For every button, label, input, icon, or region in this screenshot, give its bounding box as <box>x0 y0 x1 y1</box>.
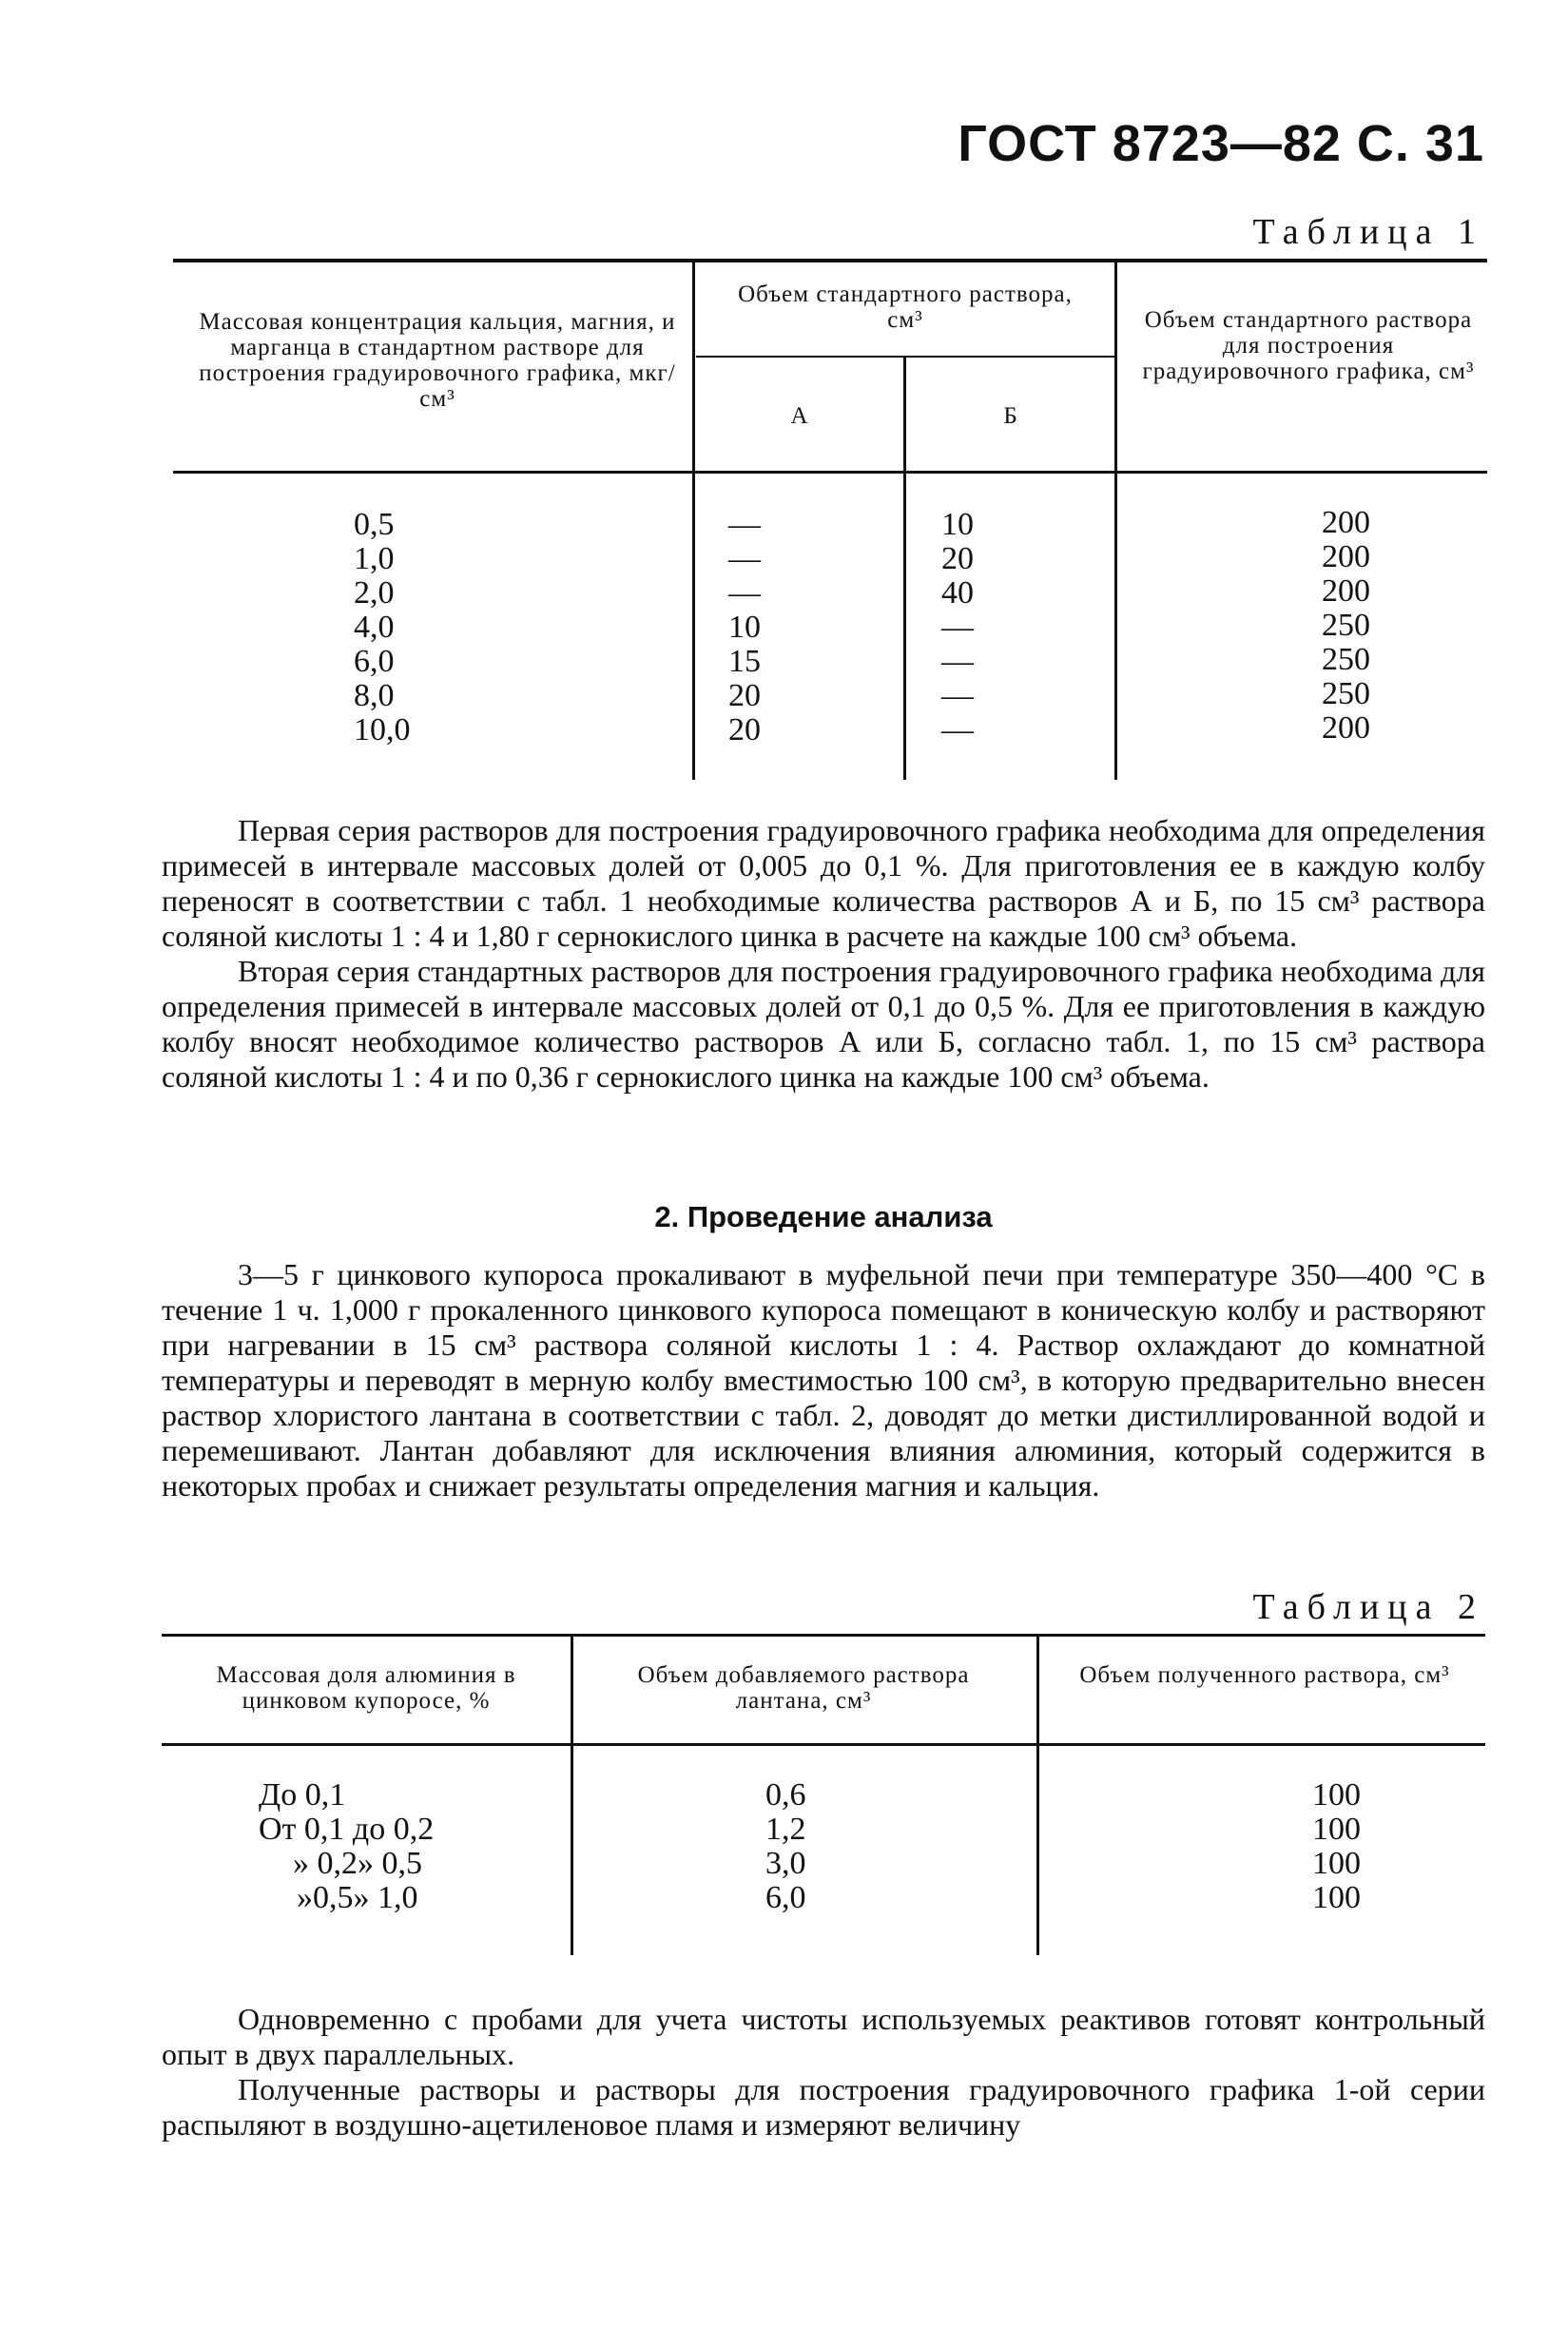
table-cell: — <box>728 575 761 611</box>
table2-col-lanthanum <box>765 1778 806 1915</box>
table-cell: 40 <box>941 575 974 611</box>
table-cell: 15 <box>728 644 761 679</box>
table-cell: 20 <box>728 678 761 713</box>
section-heading: 2. Проведение анализа <box>654 1200 993 1233</box>
table2-body-divider-1 <box>571 1746 573 1955</box>
table1-col-volume <box>1322 506 1370 746</box>
table-cell: 8,0 <box>354 678 395 713</box>
table-cell: — <box>728 541 761 576</box>
table-cell: 100 <box>1312 1777 1361 1813</box>
table-cell: » 0,2» 0,5 <box>293 1846 422 1881</box>
table2-header-divider-1 <box>571 1637 573 1743</box>
table1-header-divider-2 <box>903 358 906 471</box>
table-cell: 0,6 <box>765 1777 806 1813</box>
paragraph: 3—5 г цинкового купороса прокаливают в муфельной печи при температуре 350—400 °С в течение 1 ч. 1,000 г прокаленного цинкового купороса помещают в коническую колбу и растворяют при нагревании в 15 см³ раствора соляной кислоты 1 : 4. Раствор охлаждают до комнатной температуры и переводят в мерную колбу вместимостью 100 см³, в которую предварительно внесен раствор хлористого лантана в соответствии с табл. 2, доводят до метки дистиллированной водой и перемешивают. Лантан добавляют для исключения влияния алюминия, который содержится в некоторых пробах и снижает результаты определения магния и кальция. <box>162 1257 1485 1503</box>
text-block-2 <box>162 1257 1485 1503</box>
table1-body-divider-2 <box>903 474 906 780</box>
table2-caption: Таблица 2 <box>1252 1587 1484 1627</box>
table1-col3-header: Объем стандартного раствора для построения градуировочного графика, см³ <box>1142 307 1475 384</box>
paragraph: Полученные растворы и растворы для построения градуировочного графика 1-ой серии распыляют в воздушно-ацетиленовое пламя и измеряют величину <box>162 2072 1485 2142</box>
table2-col2-header: Объем добавляемого раствора лантана, см³ <box>637 1662 970 1714</box>
table2-col-volume <box>1312 1778 1361 1915</box>
table1-body-divider-3 <box>1114 474 1117 780</box>
table1-col-concentration <box>354 508 411 747</box>
table-cell: 100 <box>1312 1812 1361 1847</box>
table-cell: 0,5 <box>354 507 395 542</box>
table-cell: До 0,1 <box>259 1777 346 1813</box>
table-cell: 250 <box>1322 676 1370 711</box>
table-cell: 4,0 <box>354 610 395 645</box>
table2-top-rule <box>162 1634 1485 1637</box>
table1-col-b <box>941 508 974 747</box>
table1-col2-header: Объем стандартного раствора, см³ <box>738 281 1073 333</box>
table-cell: 2,0 <box>354 575 395 611</box>
table2-header-divider-2 <box>1036 1637 1039 1743</box>
table2-col1-header: Массовая доля алюминия в цинковом купоросе, % <box>216 1662 516 1714</box>
table-cell: 10 <box>728 610 761 645</box>
table1-col2a-header: А <box>790 403 809 429</box>
table-cell: 1,0 <box>354 541 395 576</box>
table-cell: — <box>941 644 974 679</box>
table-cell: 250 <box>1322 642 1370 677</box>
table-cell: 200 <box>1322 710 1370 746</box>
table1-header-divider-1 <box>692 262 695 471</box>
table-cell: 6,0 <box>354 644 395 679</box>
table1-header-divider-3 <box>1114 262 1117 471</box>
table-cell: — <box>941 678 974 713</box>
table-cell: »0,5» 1,0 <box>297 1880 418 1915</box>
table1-col-a <box>728 508 761 747</box>
table-cell: 20 <box>941 541 974 576</box>
table-cell: 6,0 <box>765 1880 806 1915</box>
table2-body-divider-2 <box>1036 1746 1039 1955</box>
paragraph: Первая серия растворов для построения градуировочного графика необходима для определения примесей в интервале массовых долей от 0,005 до 0,1 %. Для приготовления ее в каждую колбу переносят в соответствии с табл. 1 необходимые количества растворов А и Б, по 15 см³ раствора соляной кислоты 1 : 4 и 1,80 г сернокислого цинка в расчете на каждые 100 см³ объема. <box>162 813 1485 953</box>
table1-col1-header: Массовая концентрация кальция, магния, и марганца в стандартном растворе для построения градуировочного графика, мкг/см³ <box>199 309 676 412</box>
table1-header-rule <box>173 471 1487 474</box>
table-cell: 10 <box>941 507 974 542</box>
table1-body-divider-1 <box>692 474 695 780</box>
table2-header-rule <box>162 1743 1485 1746</box>
table-cell: 100 <box>1312 1880 1361 1915</box>
table-cell: — <box>728 507 761 542</box>
table-cell: 200 <box>1322 573 1370 609</box>
page-header: ГОСТ 8723—82 С. 31 <box>958 115 1484 172</box>
text-block-3 <box>162 2002 1485 2143</box>
paragraph: Вторая серия стандартных растворов для построения градуировочного графика необходима для определения примесей в интервале массовых долей от 0,1 до 0,5 %. Для ее приготовления в каждую колбу вносят необходимое количество растворов А или Б, согласно табл. 1, по 15 см³ раствора соляной кислоты 1 : 4 и по 0,36 г сернокислого цинка на каждые 100 см³ объема. <box>162 954 1485 1094</box>
table-cell: 1,2 <box>765 1812 806 1847</box>
table1-caption: Таблица 1 <box>1252 212 1484 252</box>
table-cell: 10,0 <box>354 712 411 747</box>
table1-col2b-header: Б <box>1003 403 1018 429</box>
table2-col-aluminium <box>259 1778 434 1915</box>
paragraph: Одновременно с пробами для учета чистоты используемых реактивов готовят контрольный опыт в двух параллельных. <box>162 2002 1485 2071</box>
table-cell: 100 <box>1312 1846 1361 1881</box>
table1-top-rule <box>173 259 1487 262</box>
table-cell: — <box>941 712 974 747</box>
table-cell: — <box>941 610 974 645</box>
table-cell: От 0,1 до 0,2 <box>259 1812 435 1847</box>
table2-col3-header: Объем полученного раствора, см³ <box>1079 1662 1450 1688</box>
table-cell: 3,0 <box>765 1846 806 1881</box>
text-block-1 <box>162 813 1485 1095</box>
table-cell: 250 <box>1322 608 1370 643</box>
table-cell: 20 <box>728 712 761 747</box>
table-cell: 200 <box>1322 505 1370 540</box>
table-cell: 200 <box>1322 539 1370 574</box>
